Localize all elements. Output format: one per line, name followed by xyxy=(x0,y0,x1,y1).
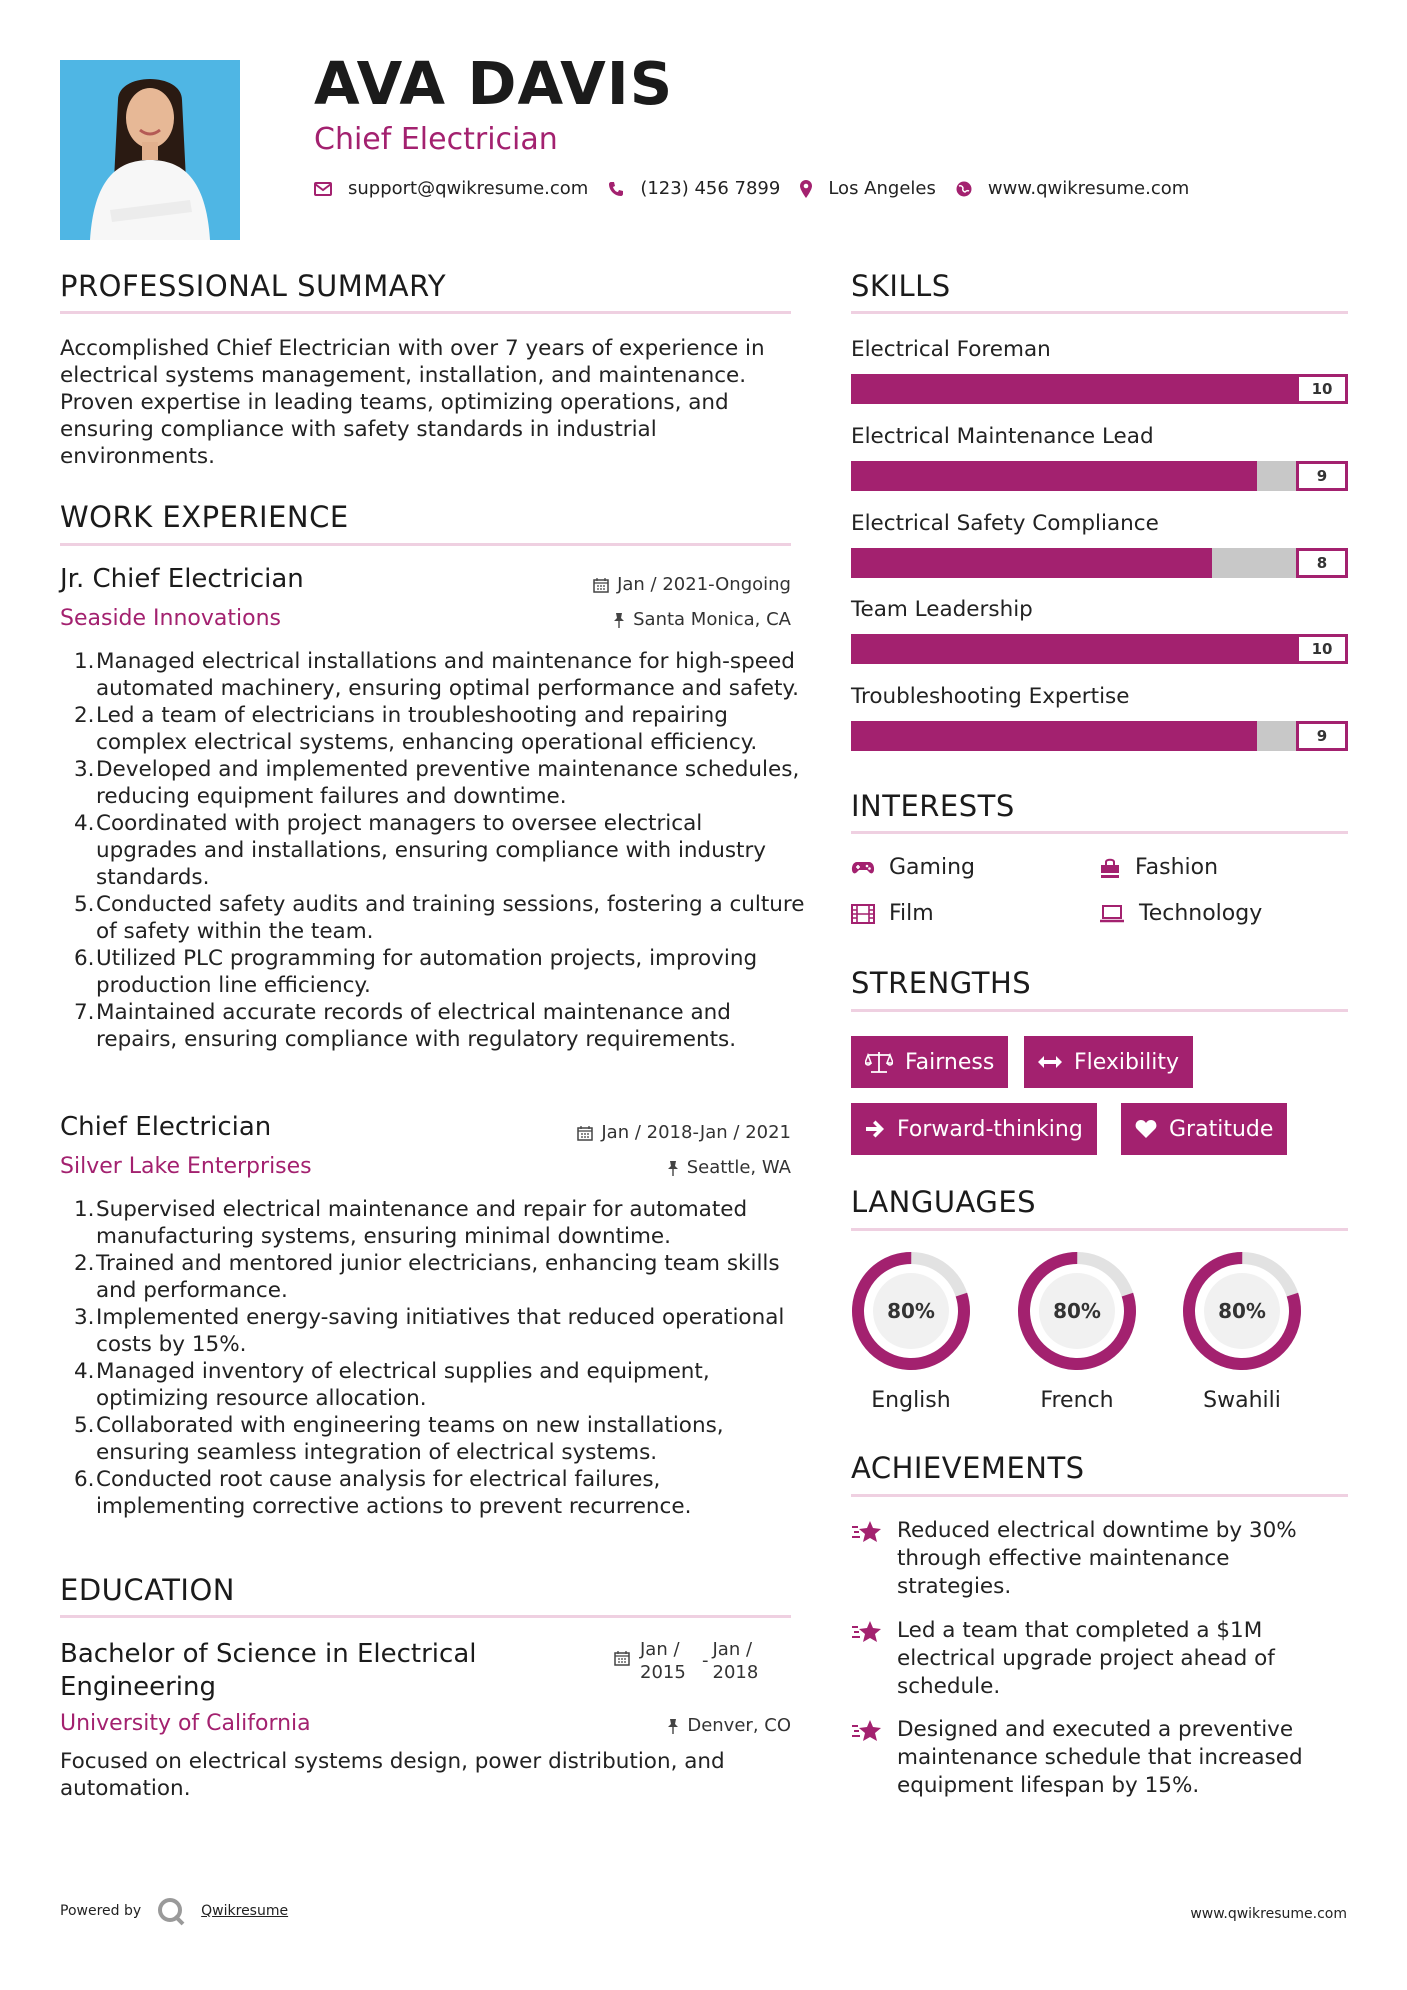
interest-item xyxy=(1099,901,1262,926)
contact-email-text: support@qwikresume.com xyxy=(348,178,589,199)
language-item xyxy=(1181,1250,1303,1413)
bullet-text: Supervised electrical maintenance and repair for automated manufacturing systems, ensuring minimal downtime. xyxy=(96,1197,748,1249)
skill-level-badge: 10 xyxy=(1296,374,1348,404)
film-icon xyxy=(851,904,875,924)
interest-label: Fashion xyxy=(1135,855,1219,880)
footer-website[interactable]: www.qwikresume.com xyxy=(1190,1906,1347,1922)
contact-phone-text: (123) 456 7899 xyxy=(640,178,781,199)
arrow-right-icon xyxy=(865,1120,885,1138)
profile-photo xyxy=(60,60,240,240)
skill-label: Electrical Maintenance Lead xyxy=(851,424,1154,449)
language-percent: 80% xyxy=(1053,1299,1101,1323)
education-date-start: Jan / 2015 xyxy=(640,1639,686,1683)
bullet-text: Developed and implemented preventive maintenance schedules, reducing equipment failures and downtime. xyxy=(96,757,800,809)
summary-heading: PROFESSIONAL SUMMARY xyxy=(60,269,447,303)
achievement-item xyxy=(851,1716,1348,1800)
list-item: 6. Utilized PLC programming for automation projects, improving production line efficiency. xyxy=(74,946,758,998)
job-dates xyxy=(480,574,791,595)
skill-bar xyxy=(851,634,1348,664)
list-item: 2. Trained and mentored junior electricians, enhancing team skills and performance. xyxy=(74,1251,780,1303)
strength-tag xyxy=(851,1103,1097,1155)
language-ring xyxy=(1181,1250,1303,1372)
list-item: 1. Managed electrical installations and maintenance for high-speed automated machinery, ensuring optimal performance and safety. xyxy=(74,649,799,701)
shopping-bag-icon xyxy=(1099,857,1121,879)
phone-icon xyxy=(608,181,624,197)
education-location-text: Denver, CO xyxy=(687,1715,791,1736)
summary-text: Accomplished Chief Electrician with over 7 years of experience in electrical systems management, installation, and maintenance. Proven expertise in leading teams, optimizing operations, and ensuring compliance with safety standards in industrial environments. xyxy=(60,336,765,469)
language-item xyxy=(850,1250,972,1413)
bullet-text: Utilized PLC programming for automation projects, improving production line efficiency. xyxy=(96,946,758,998)
job-bullets xyxy=(74,648,809,1053)
languages-divider xyxy=(851,1228,1348,1231)
list-item: 4. Managed inventory of electrical supplies and equipment, optimizing resource allocation. xyxy=(74,1359,710,1411)
skills-divider xyxy=(851,311,1348,314)
job-dates-text: Jan / 2018-Jan / 2021 xyxy=(601,1122,791,1143)
job-title: Chief Electrician xyxy=(60,1112,272,1142)
education-divider xyxy=(60,1615,791,1618)
strength-tag xyxy=(851,1036,1008,1088)
language-name: English xyxy=(871,1388,951,1413)
contact-website-text: www.qwikresume.com xyxy=(987,178,1190,199)
calendar-icon xyxy=(614,1650,630,1666)
education-date-end: Jan / 2018 xyxy=(712,1639,759,1683)
job-dates xyxy=(480,1122,791,1143)
language-percent: 80% xyxy=(1218,1299,1266,1323)
skill-level-badge: 10 xyxy=(1296,634,1348,664)
list-item: 3. Implemented energy-saving initiatives that reduced operational costs by 15%. xyxy=(74,1305,785,1357)
list-item: 4. Coordinated with project managers to oversee electrical upgrades and installations, ensuring compliance with industry standards. xyxy=(74,811,767,890)
powered-by-label: Powered by xyxy=(60,1903,142,1919)
skill-bar xyxy=(851,374,1348,404)
interest-item xyxy=(1099,855,1218,880)
laptop-icon xyxy=(1099,905,1125,923)
interest-label: Film xyxy=(889,901,934,926)
education-location xyxy=(480,1715,791,1736)
interests-heading: INTERESTS xyxy=(851,789,1015,823)
interest-item xyxy=(851,855,975,880)
skill-bar xyxy=(851,721,1348,751)
contact-bar xyxy=(314,178,1209,199)
list-item: 2. Led a team of electricians in troubleshooting and repairing complex electrical systems, enhancing operational efficiency. xyxy=(74,703,758,755)
skill-label: Troubleshooting Expertise xyxy=(851,684,1130,709)
contact-location xyxy=(800,178,936,199)
gamepad-icon xyxy=(851,860,875,876)
summary-divider xyxy=(60,311,791,314)
list-item: 1. Supervised electrical maintenance and repair for automated manufacturing systems, ensuring minimal downtime. xyxy=(74,1197,748,1249)
skill-level-badge: 9 xyxy=(1296,461,1348,491)
list-item: 5. Conducted safety audits and training sessions, fostering a culture of safety within the team. xyxy=(74,892,805,944)
strength-label: Gratitude xyxy=(1169,1116,1274,1142)
skill-label: Electrical Foreman xyxy=(851,337,1051,362)
location-pin-icon xyxy=(800,180,812,198)
star-icon xyxy=(851,1619,885,1645)
bullet-text: Implemented energy-saving initiatives that reduced operational costs by 15%. xyxy=(96,1305,785,1357)
contact-website[interactable] xyxy=(956,178,1189,199)
education-date-separator: - xyxy=(702,1650,709,1671)
achievement-text: Reduced electrical downtime by 30% through effective maintenance strategies. xyxy=(897,1518,1297,1599)
skill-label: Team Leadership xyxy=(851,597,1033,622)
achievement-item xyxy=(851,1517,1348,1601)
achievements-divider xyxy=(851,1494,1348,1497)
bullet-text: Managed electrical installations and maintenance for high-speed automated machinery, ensuring optimal performance and safety. xyxy=(96,649,799,701)
pushpin-icon xyxy=(613,612,625,628)
education-school: University of California xyxy=(60,1711,311,1736)
list-item: 5. Collaborated with engineering teams on new installations, ensuring seamless integration of electrical systems. xyxy=(74,1413,724,1465)
skills-heading: SKILLS xyxy=(851,269,951,303)
bullet-text: Conducted safety audits and training sessions, fostering a culture of safety within the team. xyxy=(96,892,805,944)
bullet-text: Conducted root cause analysis for electrical failures, implementing corrective actions to prevent recurrence. xyxy=(96,1467,692,1519)
skill-bar-fill xyxy=(851,634,1302,664)
language-percent: 80% xyxy=(887,1299,935,1323)
pushpin-icon xyxy=(667,1718,679,1734)
skill-bar-fill xyxy=(851,548,1212,578)
interests-divider xyxy=(851,831,1348,834)
globe-icon xyxy=(956,181,972,197)
strength-label: Flexibility xyxy=(1074,1049,1179,1075)
candidate-name: AVA DAVIS xyxy=(314,49,674,118)
bullet-text: Collaborated with engineering teams on new installations, ensuring seamless integration of electrical systems. xyxy=(96,1413,724,1465)
interest-item xyxy=(851,901,934,926)
strength-label: Forward-thinking xyxy=(897,1116,1083,1142)
skill-bar-fill xyxy=(851,461,1257,491)
job-dates-text: Jan / 2021-Ongoing xyxy=(617,574,791,595)
job-bullets xyxy=(74,1196,809,1520)
language-name: French xyxy=(1040,1388,1114,1413)
education-description: Focused on electrical systems design, power distribution, and automation. xyxy=(60,1749,725,1801)
experience-divider xyxy=(60,543,791,546)
skill-bar xyxy=(851,548,1348,578)
education-degree: Bachelor of Science in Electrical Engineering xyxy=(60,1639,477,1702)
education-dates xyxy=(614,1638,771,1684)
job-company: Silver Lake Enterprises xyxy=(60,1154,312,1179)
language-name: Swahili xyxy=(1203,1388,1281,1413)
job-location xyxy=(480,609,791,630)
education-heading: EDUCATION xyxy=(60,1573,236,1607)
pushpin-icon xyxy=(667,1160,679,1176)
skill-bar-fill xyxy=(851,721,1257,751)
contact-location-text: Los Angeles xyxy=(828,178,936,199)
qwikresume-link[interactable]: Qwikresume xyxy=(201,1903,289,1919)
skill-bar xyxy=(851,461,1348,491)
bullet-text: Led a team of electricians in troubleshooting and repairing complex electrical systems, enhancing operational efficiency. xyxy=(96,703,758,755)
list-item: 6. Conducted root cause analysis for electrical failures, implementing corrective actions to prevent recurrence. xyxy=(74,1467,692,1519)
contact-phone[interactable] xyxy=(608,178,780,199)
achievement-item xyxy=(851,1617,1348,1701)
footer-powered-by xyxy=(60,1896,288,1926)
balance-scale-icon xyxy=(865,1051,893,1073)
heart-icon xyxy=(1135,1119,1157,1139)
job-company: Seaside Innovations xyxy=(60,606,281,631)
language-item xyxy=(1016,1250,1138,1413)
candidate-title: Chief Electrician xyxy=(314,122,558,157)
language-ring xyxy=(1016,1250,1138,1372)
achievement-text: Designed and executed a preventive maintenance schedule that increased equipment lifespan by 15%. xyxy=(897,1717,1303,1798)
achievements-heading: ACHIEVEMENTS xyxy=(851,1451,1085,1485)
strengths-divider xyxy=(851,1009,1348,1012)
interest-label: Technology xyxy=(1139,901,1263,926)
email-icon xyxy=(314,182,332,196)
bullet-text: Maintained accurate records of electrical maintenance and repairs, ensuring compliance with regulatory requirements. xyxy=(96,1000,737,1052)
skill-level-badge: 9 xyxy=(1296,721,1348,751)
list-item: 7. Maintained accurate records of electrical maintenance and repairs, ensuring compliance with regulatory requirements. xyxy=(74,1000,737,1052)
job-location-text: Santa Monica, CA xyxy=(633,609,791,630)
arrows-horizontal-icon xyxy=(1038,1055,1062,1069)
job-location xyxy=(480,1157,791,1178)
bullet-text: Coordinated with project managers to oversee electrical upgrades and installations, ensuring compliance with industry standards. xyxy=(96,811,767,890)
language-ring xyxy=(850,1250,972,1372)
qwikresume-logo-icon xyxy=(155,1896,189,1926)
interest-label: Gaming xyxy=(889,855,975,880)
strength-label: Fairness xyxy=(905,1049,995,1075)
achievement-text: Led a team that completed a $1M electrical upgrade project ahead of schedule. xyxy=(897,1618,1275,1699)
calendar-icon xyxy=(593,577,609,593)
languages-heading: LANGUAGES xyxy=(851,1185,1037,1219)
bullet-text: Managed inventory of electrical supplies and equipment, optimizing resource allocation. xyxy=(96,1359,710,1411)
list-item: 3. Developed and implemented preventive maintenance schedules, reducing equipment failures and downtime. xyxy=(74,757,800,809)
skill-label: Electrical Safety Compliance xyxy=(851,511,1159,536)
strength-tag xyxy=(1121,1103,1287,1155)
skill-level-badge: 8 xyxy=(1296,548,1348,578)
calendar-icon xyxy=(577,1125,593,1141)
strength-tag xyxy=(1024,1036,1193,1088)
skill-bar-fill xyxy=(851,374,1302,404)
star-icon xyxy=(851,1519,885,1545)
star-icon xyxy=(851,1718,885,1744)
job-title: Jr. Chief Electrician xyxy=(60,564,304,594)
experience-heading: WORK EXPERIENCE xyxy=(60,500,349,534)
strengths-heading: STRENGTHS xyxy=(851,966,1032,1000)
bullet-text: Trained and mentored junior electricians, enhancing team skills and performance. xyxy=(96,1251,780,1303)
contact-email[interactable] xyxy=(314,178,588,199)
job-location-text: Seattle, WA xyxy=(686,1157,791,1178)
